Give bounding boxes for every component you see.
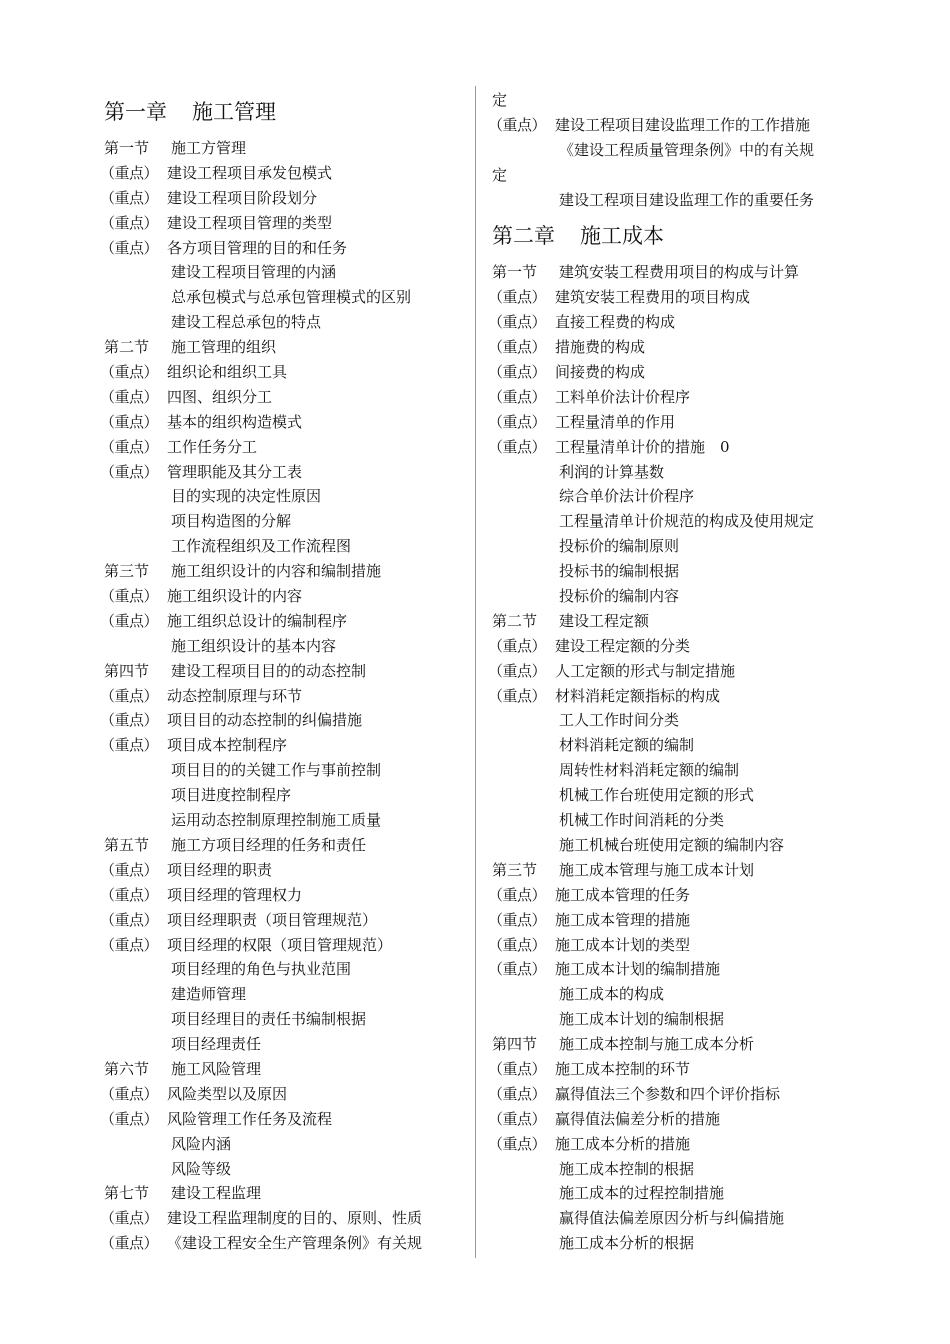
key-point-tag: （重点） [100, 188, 159, 207]
right-column [488, 88, 872, 1256]
left-column [100, 88, 474, 1256]
section-number: 第四节 [104, 661, 150, 680]
key-point-tag: （重点） [100, 587, 159, 606]
item-text: 建设工程定额的分类 [555, 636, 691, 655]
key-point-tag: （重点） [488, 935, 547, 954]
list-item [100, 186, 474, 211]
item-text: 总承包模式与总承包管理模式的区别 [171, 288, 412, 307]
key-point-tag: （重点） [100, 163, 159, 182]
list-item [492, 1157, 872, 1182]
list-item [104, 509, 474, 534]
item-text: 建设工程项目阶段划分 [167, 188, 318, 207]
item-text: 工作流程组织及工作流程图 [171, 537, 352, 556]
list-item [100, 908, 474, 933]
list-item [104, 1132, 474, 1157]
list-item [100, 1206, 474, 1231]
list-item [492, 509, 872, 534]
list-item [104, 285, 474, 310]
list-item [100, 609, 474, 634]
section-title: 施工方管理 [171, 139, 247, 157]
key-point-tag: （重点） [100, 363, 159, 382]
item-text: 风险内涵 [171, 1134, 232, 1153]
item-text: 项目经理的角色与执业范围 [171, 960, 352, 979]
key-point-tag: （重点） [100, 387, 159, 406]
list-item [104, 783, 474, 808]
key-point-tag: （重点） [488, 437, 547, 456]
section-number: 第三节 [104, 562, 150, 581]
list-item [488, 933, 872, 958]
list-item [104, 982, 474, 1007]
key-point-tag: （重点） [100, 736, 159, 755]
item-text: 基本的组织构造模式 [167, 412, 303, 431]
section-title: 建设工程定额 [559, 611, 650, 630]
item-text: 工作任务分工 [167, 437, 258, 456]
list-item [492, 708, 872, 733]
section-heading [104, 1181, 474, 1206]
list-item [100, 435, 474, 460]
chapter-title: 施工成本 [580, 224, 664, 249]
list-item [100, 385, 474, 410]
item-text: 建设工程项目承发包模式 [167, 163, 333, 182]
section-title: 施工组织设计的内容和编制措施 [171, 562, 382, 581]
key-point-tag: （重点） [100, 711, 159, 730]
chapter-number: 第二章 [492, 224, 555, 249]
section-title: 施工管理的组织 [171, 338, 277, 357]
key-point-tag: （重点） [488, 288, 547, 307]
list-item [488, 410, 872, 435]
list-item [100, 211, 474, 236]
item-text: 材料消耗定额指标的构成 [555, 686, 721, 705]
list-item [104, 957, 474, 982]
item-text: 工程量清单的作用 [555, 412, 676, 431]
key-point-tag: （重点） [100, 238, 159, 257]
list-item [100, 1082, 474, 1107]
continuation-line [492, 88, 872, 113]
list-item [104, 1157, 474, 1182]
list-item [488, 684, 872, 709]
list-item [100, 733, 474, 758]
list-item [488, 1132, 872, 1157]
list-item [104, 484, 474, 509]
list-item [100, 584, 474, 609]
item-text: 工料单价法计价程序 [555, 387, 691, 406]
key-point-tag: （重点） [100, 412, 159, 431]
key-point-tag: （重点） [488, 387, 547, 406]
section-number: 第一节 [492, 263, 538, 282]
list-item [492, 783, 872, 808]
key-point-tag: （重点） [100, 935, 159, 954]
item-text: 投标价的编制内容 [559, 587, 680, 606]
item-text: 施工成本分析的措施 [555, 1134, 691, 1153]
key-point-tag: （重点） [100, 437, 159, 456]
list-item [488, 883, 872, 908]
key-point-tag: （重点） [488, 412, 547, 431]
key-point-tag: （重点） [488, 1134, 547, 1153]
list-item [492, 188, 872, 213]
item-text: 项目经理目的责任书编制根据 [171, 1010, 367, 1029]
section-title: 施工成本控制与施工成本分析 [559, 1035, 755, 1054]
list-item [492, 460, 872, 485]
item-text: 施工成本计划的编制措施 [555, 960, 721, 979]
section-heading [104, 833, 474, 858]
item-text: 工程量清单计价规范的构成及使用规定 [559, 512, 815, 531]
list-item [488, 1107, 872, 1132]
section-heading [104, 335, 474, 360]
list-item [488, 435, 872, 460]
key-point-tag: （重点） [488, 1109, 547, 1128]
section-number: 第四节 [492, 1035, 538, 1054]
item-text: 施工机械台班使用定额的编制内容 [559, 835, 785, 854]
item-text: 风险等级 [171, 1159, 232, 1178]
key-point-tag: （重点） [100, 686, 159, 705]
list-item [492, 484, 872, 509]
item-text: 施工组织设计的基本内容 [171, 636, 337, 655]
list-item [492, 758, 872, 783]
item-text: 组织论和组织工具 [167, 363, 288, 382]
item-text: 直接工程费的构成 [555, 313, 676, 332]
item-text: 利润的计算基数 [559, 462, 665, 481]
item-text: 动态控制原理与环节 [167, 686, 303, 705]
section-title: 施工成本管理与施工成本计划 [559, 860, 755, 879]
section-number: 第六节 [104, 1059, 150, 1078]
key-point-tag: （重点） [100, 1209, 159, 1228]
item-text: 间接费的构成 [555, 363, 646, 382]
item-text: 材料消耗定额的编制 [559, 736, 695, 755]
item-text: 目的实现的决定性原因 [171, 487, 322, 506]
list-item [104, 758, 474, 783]
item-text: 施工成本计划的类型 [555, 935, 691, 954]
section-heading [492, 260, 872, 285]
list-item [100, 1231, 474, 1256]
item-text: 建设工程项目管理的内涵 [171, 263, 337, 282]
item-text: 施工成本的过程控制措施 [559, 1184, 725, 1203]
key-point-tag: （重点） [488, 636, 547, 655]
item-text: 工程量清单计价的措施 0 [555, 437, 730, 456]
item-text: 项目经理职责（项目管理规范） [167, 910, 378, 929]
key-point-tag: （重点） [488, 338, 547, 357]
section-heading [104, 136, 474, 161]
list-item [104, 1007, 474, 1032]
item-text: 运用动态控制原理控制施工质量 [171, 811, 382, 830]
section-heading [104, 1057, 474, 1082]
item-text: 周转性材料消耗定额的编制 [559, 761, 740, 780]
item-text: 施工成本控制的根据 [559, 1159, 695, 1178]
item-text: 项目经理的权限（项目管理规范） [167, 935, 393, 954]
list-item [100, 684, 474, 709]
item-text: 建设工程项目管理的类型 [167, 213, 333, 232]
item-text: 《建设工程质量管理条例》中的有关规 [559, 140, 815, 159]
item-text: 四图、组织分工 [167, 387, 273, 406]
item-text: 施工成本管理的任务 [555, 885, 691, 904]
section-number: 第一节 [104, 139, 150, 157]
list-item [488, 1057, 872, 1082]
list-item [492, 833, 872, 858]
item-text: 项目经理的职责 [167, 860, 273, 879]
key-point-tag: （重点） [488, 1059, 547, 1078]
list-item [492, 584, 872, 609]
list-item [100, 708, 474, 733]
chapter-title: 施工管理 [192, 100, 276, 124]
continuation-line [492, 163, 872, 188]
list-item [488, 335, 872, 360]
list-item [488, 285, 872, 310]
key-point-tag: （重点） [100, 1109, 159, 1128]
item-text: 施工成本控制的环节 [555, 1059, 691, 1078]
list-item [100, 460, 474, 485]
item-text: 建设工程项目建设监理工作的重要任务 [559, 190, 815, 209]
column-divider [475, 86, 476, 1258]
section-title: 建设工程监理 [171, 1184, 262, 1203]
list-item [492, 808, 872, 833]
key-point-tag: （重点） [100, 1234, 159, 1253]
section-heading [492, 858, 872, 883]
item-text: 项目经理责任 [171, 1035, 262, 1054]
item-text: 赢得值法偏差原因分析与纠偏措施 [559, 1209, 785, 1228]
key-point-tag: （重点） [100, 213, 159, 232]
list-item [488, 634, 872, 659]
list-item [100, 236, 474, 261]
section-title: 施工风险管理 [171, 1059, 262, 1078]
list-item [492, 1206, 872, 1231]
item-text: 施工成本分析的根据 [559, 1234, 695, 1253]
list-item [100, 410, 474, 435]
list-item [104, 1032, 474, 1057]
chapter-number: 第一章 [104, 100, 167, 124]
list-item [104, 634, 474, 659]
item-text: 建设工程监理制度的目的、原则、性质 [167, 1209, 423, 1228]
section-number: 第三节 [492, 860, 538, 879]
list-item [492, 559, 872, 584]
list-item [488, 113, 872, 138]
item-text: 机械工作时间消耗的分类 [559, 811, 725, 830]
list-item [488, 659, 872, 684]
list-item [104, 260, 474, 285]
list-item [104, 534, 474, 559]
list-item [492, 982, 872, 1007]
list-item [104, 808, 474, 833]
section-heading [492, 1032, 872, 1057]
section-number: 第二节 [104, 338, 150, 357]
item-text: 建设工程项目建设监理工作的工作措施 [555, 115, 811, 134]
key-point-tag: （重点） [100, 1084, 159, 1103]
continuation-text: 定 [492, 91, 508, 109]
key-point-tag: （重点） [100, 611, 159, 630]
key-point-tag: （重点） [100, 860, 159, 879]
item-text: 项目目的的关键工作与事前控制 [171, 761, 382, 780]
key-point-tag: （重点） [488, 960, 547, 979]
item-text: 投标书的编制根据 [559, 562, 680, 581]
section-number: 第五节 [104, 835, 150, 854]
list-item [100, 933, 474, 958]
item-text: 综合单价法计价程序 [559, 487, 695, 506]
item-text: 建设工程总承包的特点 [171, 313, 322, 332]
item-text: 施工组织设计的内容 [167, 587, 303, 606]
list-item [488, 908, 872, 933]
list-item [488, 360, 872, 385]
key-point-tag: （重点） [488, 1084, 547, 1103]
item-text: 《建设工程安全生产管理条例》有关规 [167, 1234, 423, 1253]
list-item [488, 957, 872, 982]
list-item [492, 1007, 872, 1032]
key-point-tag: （重点） [488, 313, 547, 332]
section-number: 第七节 [104, 1184, 150, 1203]
chapter-heading [104, 88, 474, 136]
list-item [492, 1181, 872, 1206]
item-text: 项目构造图的分解 [171, 512, 292, 531]
item-text: 风险管理工作任务及流程 [167, 1109, 333, 1128]
key-point-tag: （重点） [488, 115, 547, 134]
item-text: 项目成本控制程序 [167, 736, 288, 755]
item-text: 建筑安装工程费用的项目构成 [555, 288, 751, 307]
item-text: 人工定额的形式与制定措施 [555, 661, 736, 680]
list-item [492, 1231, 872, 1256]
item-text: 项目目的动态控制的纠偏措施 [167, 711, 363, 730]
list-item [492, 733, 872, 758]
key-point-tag: （重点） [488, 686, 547, 705]
section-heading [104, 659, 474, 684]
list-item [104, 310, 474, 335]
item-text: 项目进度控制程序 [171, 786, 292, 805]
list-item [100, 883, 474, 908]
item-text: 各方项目管理的目的和任务 [167, 238, 348, 257]
key-point-tag: （重点） [100, 910, 159, 929]
continuation-text: 定 [492, 165, 508, 184]
chapter-heading [492, 212, 872, 260]
item-text: 机械工作台班使用定额的形式 [559, 786, 755, 805]
key-point-tag: （重点） [488, 910, 547, 929]
item-text: 赢得值法三个参数和四个评价指标 [555, 1084, 781, 1103]
section-title: 建筑安装工程费用项目的构成与计算 [559, 263, 800, 282]
list-item [488, 310, 872, 335]
list-item [492, 534, 872, 559]
item-text: 建造师管理 [171, 985, 247, 1004]
key-point-tag: （重点） [488, 885, 547, 904]
list-item [100, 360, 474, 385]
list-item [488, 385, 872, 410]
item-text: 施工成本的构成 [559, 985, 665, 1004]
key-point-tag: （重点） [488, 661, 547, 680]
item-text: 施工成本计划的编制根据 [559, 1010, 725, 1029]
list-item [100, 1107, 474, 1132]
item-text: 管理职能及其分工表 [167, 462, 303, 481]
list-item [492, 138, 872, 163]
item-text: 投标价的编制原则 [559, 537, 680, 556]
item-text: 施工组织总设计的编制程序 [167, 611, 348, 630]
key-point-tag: （重点） [488, 363, 547, 382]
section-title: 施工方项目经理的任务和责任 [171, 835, 367, 854]
item-text: 施工成本管理的措施 [555, 910, 691, 929]
item-text: 措施费的构成 [555, 338, 646, 357]
item-text: 赢得值法偏差分析的措施 [555, 1109, 721, 1128]
list-item [488, 1082, 872, 1107]
item-text: 风险类型以及原因 [167, 1084, 288, 1103]
key-point-tag: （重点） [100, 885, 159, 904]
section-heading [104, 559, 474, 584]
item-text: 工人工作时间分类 [559, 711, 680, 730]
key-point-tag: （重点） [100, 462, 159, 481]
list-item [100, 858, 474, 883]
list-item [100, 161, 474, 186]
item-text: 项目经理的管理权力 [167, 885, 303, 904]
section-heading [492, 609, 872, 634]
section-title: 建设工程项目目的的动态控制 [171, 661, 367, 680]
section-number: 第二节 [492, 611, 538, 630]
